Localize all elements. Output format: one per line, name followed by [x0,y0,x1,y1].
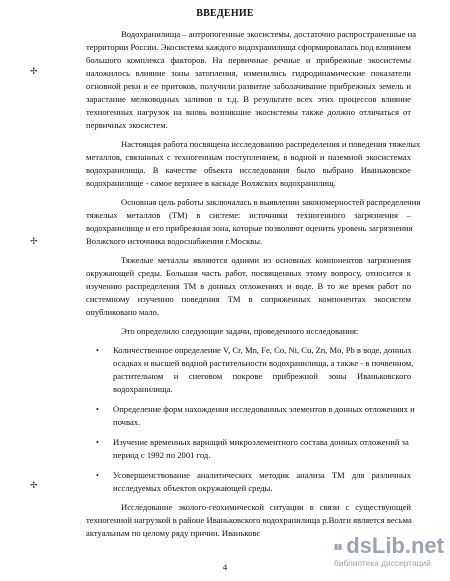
text-line: первичных экосистем. [86,120,168,130]
page-number: 4 [222,562,228,572]
list-item-text: Усовершенствование аналитических методик анализа ТМ для различных [113,470,411,480]
text-line: системному изучению поведения ТМ в сопряженных компонентах экосистем [86,294,411,304]
text-line: изучению распределения ТМ в донных отложениях и воде. В то же время работ по [86,281,411,291]
watermark [334,534,444,578]
text-line: большого комплекса факторов. На первичные речные и прибрежные экосистемы [86,55,411,65]
watermark-logo-text: dsLib.net [346,533,444,558]
list-bullet: • [96,438,99,447]
text-line: наложилось влияние зоны затопления, изменились гидродинамические показатели [86,68,411,78]
text-line: опубликовано мало. [86,307,159,317]
list-item-text: растительном и снеговом покрове прибрежной зоны Иваньковского [113,371,411,381]
text-line: Основная цель работы заключалась в выявлении закономерностей распределения [121,197,421,207]
list-bullet: • [96,346,99,355]
text-line: зарастание мелководных заливов и т.д. В результате всех этих процессов влияние [86,94,411,104]
margin-mark-icon: ✢ [30,480,38,490]
text-line: водохранилища. В качестве объекта исследования было выбрано Иваньковское [86,165,411,175]
list-item-text: период с 1992 по 2001 год. [113,450,211,460]
margin-mark-icon: ✢ [30,66,38,76]
text-line: Волжского источника водоснабжения г.Москвы. [86,236,263,246]
list-item-text: Количественное определение V, Cr, Mn, Fe, Co, Ni, Cu, Zn, Mo, Pb в воде, донных [113,345,412,355]
text-line: окружающей среды. Большая часть работ, посвященных этому вопросу, относится к [86,268,411,278]
text-line: Настоящая работа посвящена исследованию распределения и поведения тяжелых [121,139,421,149]
list-item-text: почвах. [113,417,141,427]
list-item-text: осадках и высшей водной растительности водохранилища, а также - в почвенном, [113,358,414,368]
page-heading: ВВЕДЕНИЕ [196,8,254,19]
text-line: техногенной нагрузкой в районе Иваньковского водохранилища р.Волги является весьма [86,515,412,525]
text-line: Это определило следующие задачи, проведенного исследования: [121,326,359,336]
text-line: Тяжелые металлы являются одними из основных компонентов загрязнения [121,255,411,265]
text-line: актуальным по целому ряду причин. Иваньковс [86,528,261,538]
margin-mark-icon: ✢ [30,236,38,246]
list-bullet: • [96,405,99,414]
book-icon [334,540,342,554]
text-line: Водохранилища – антропогенные экосистемы, достаточно распространенные на [121,29,417,39]
text-line: основной реки и ее притоков, получили развитие заболачивание прибрежных земель и [86,81,411,91]
text-line: металлов, связанных с техногенным поступлением, в водной и наземной экосистемах [86,152,411,162]
text-line: водохранилище - самое верхнее в каскаде Волжских водохранилищ. [86,178,336,188]
list-item-text: Определение форм нахождения исследованных элементов в донных отложениях и [113,404,415,414]
text-line: водохранилище и его прибрежная зона, которые позволяют оценить уровень загрязнения [86,223,413,233]
text-line: тяжелых металлов (ТМ) в системе: источники техногенного загрязнения – [86,210,411,220]
text-line: территории России. Экосистема каждого водохранилища сформировалась под влиянием [86,42,411,52]
text-line: техногенных нагрузок на вновь возникшие экосистемы также должно отличаться от [86,107,411,117]
list-item-text: водохранилища. [113,384,173,394]
list-bullet: • [96,471,99,480]
list-item-text: Изучение временных вариаций микроэлементного состава донных отложений за [113,437,409,447]
watermark-subtitle: библиотека диссертаций [334,558,431,568]
list-item-text: исследуемых объектов окружающей среды. [113,483,273,493]
text-line: Исследование эколого-геохимической ситуации в связи с существующей [121,502,411,512]
watermark-logo [334,534,444,558]
